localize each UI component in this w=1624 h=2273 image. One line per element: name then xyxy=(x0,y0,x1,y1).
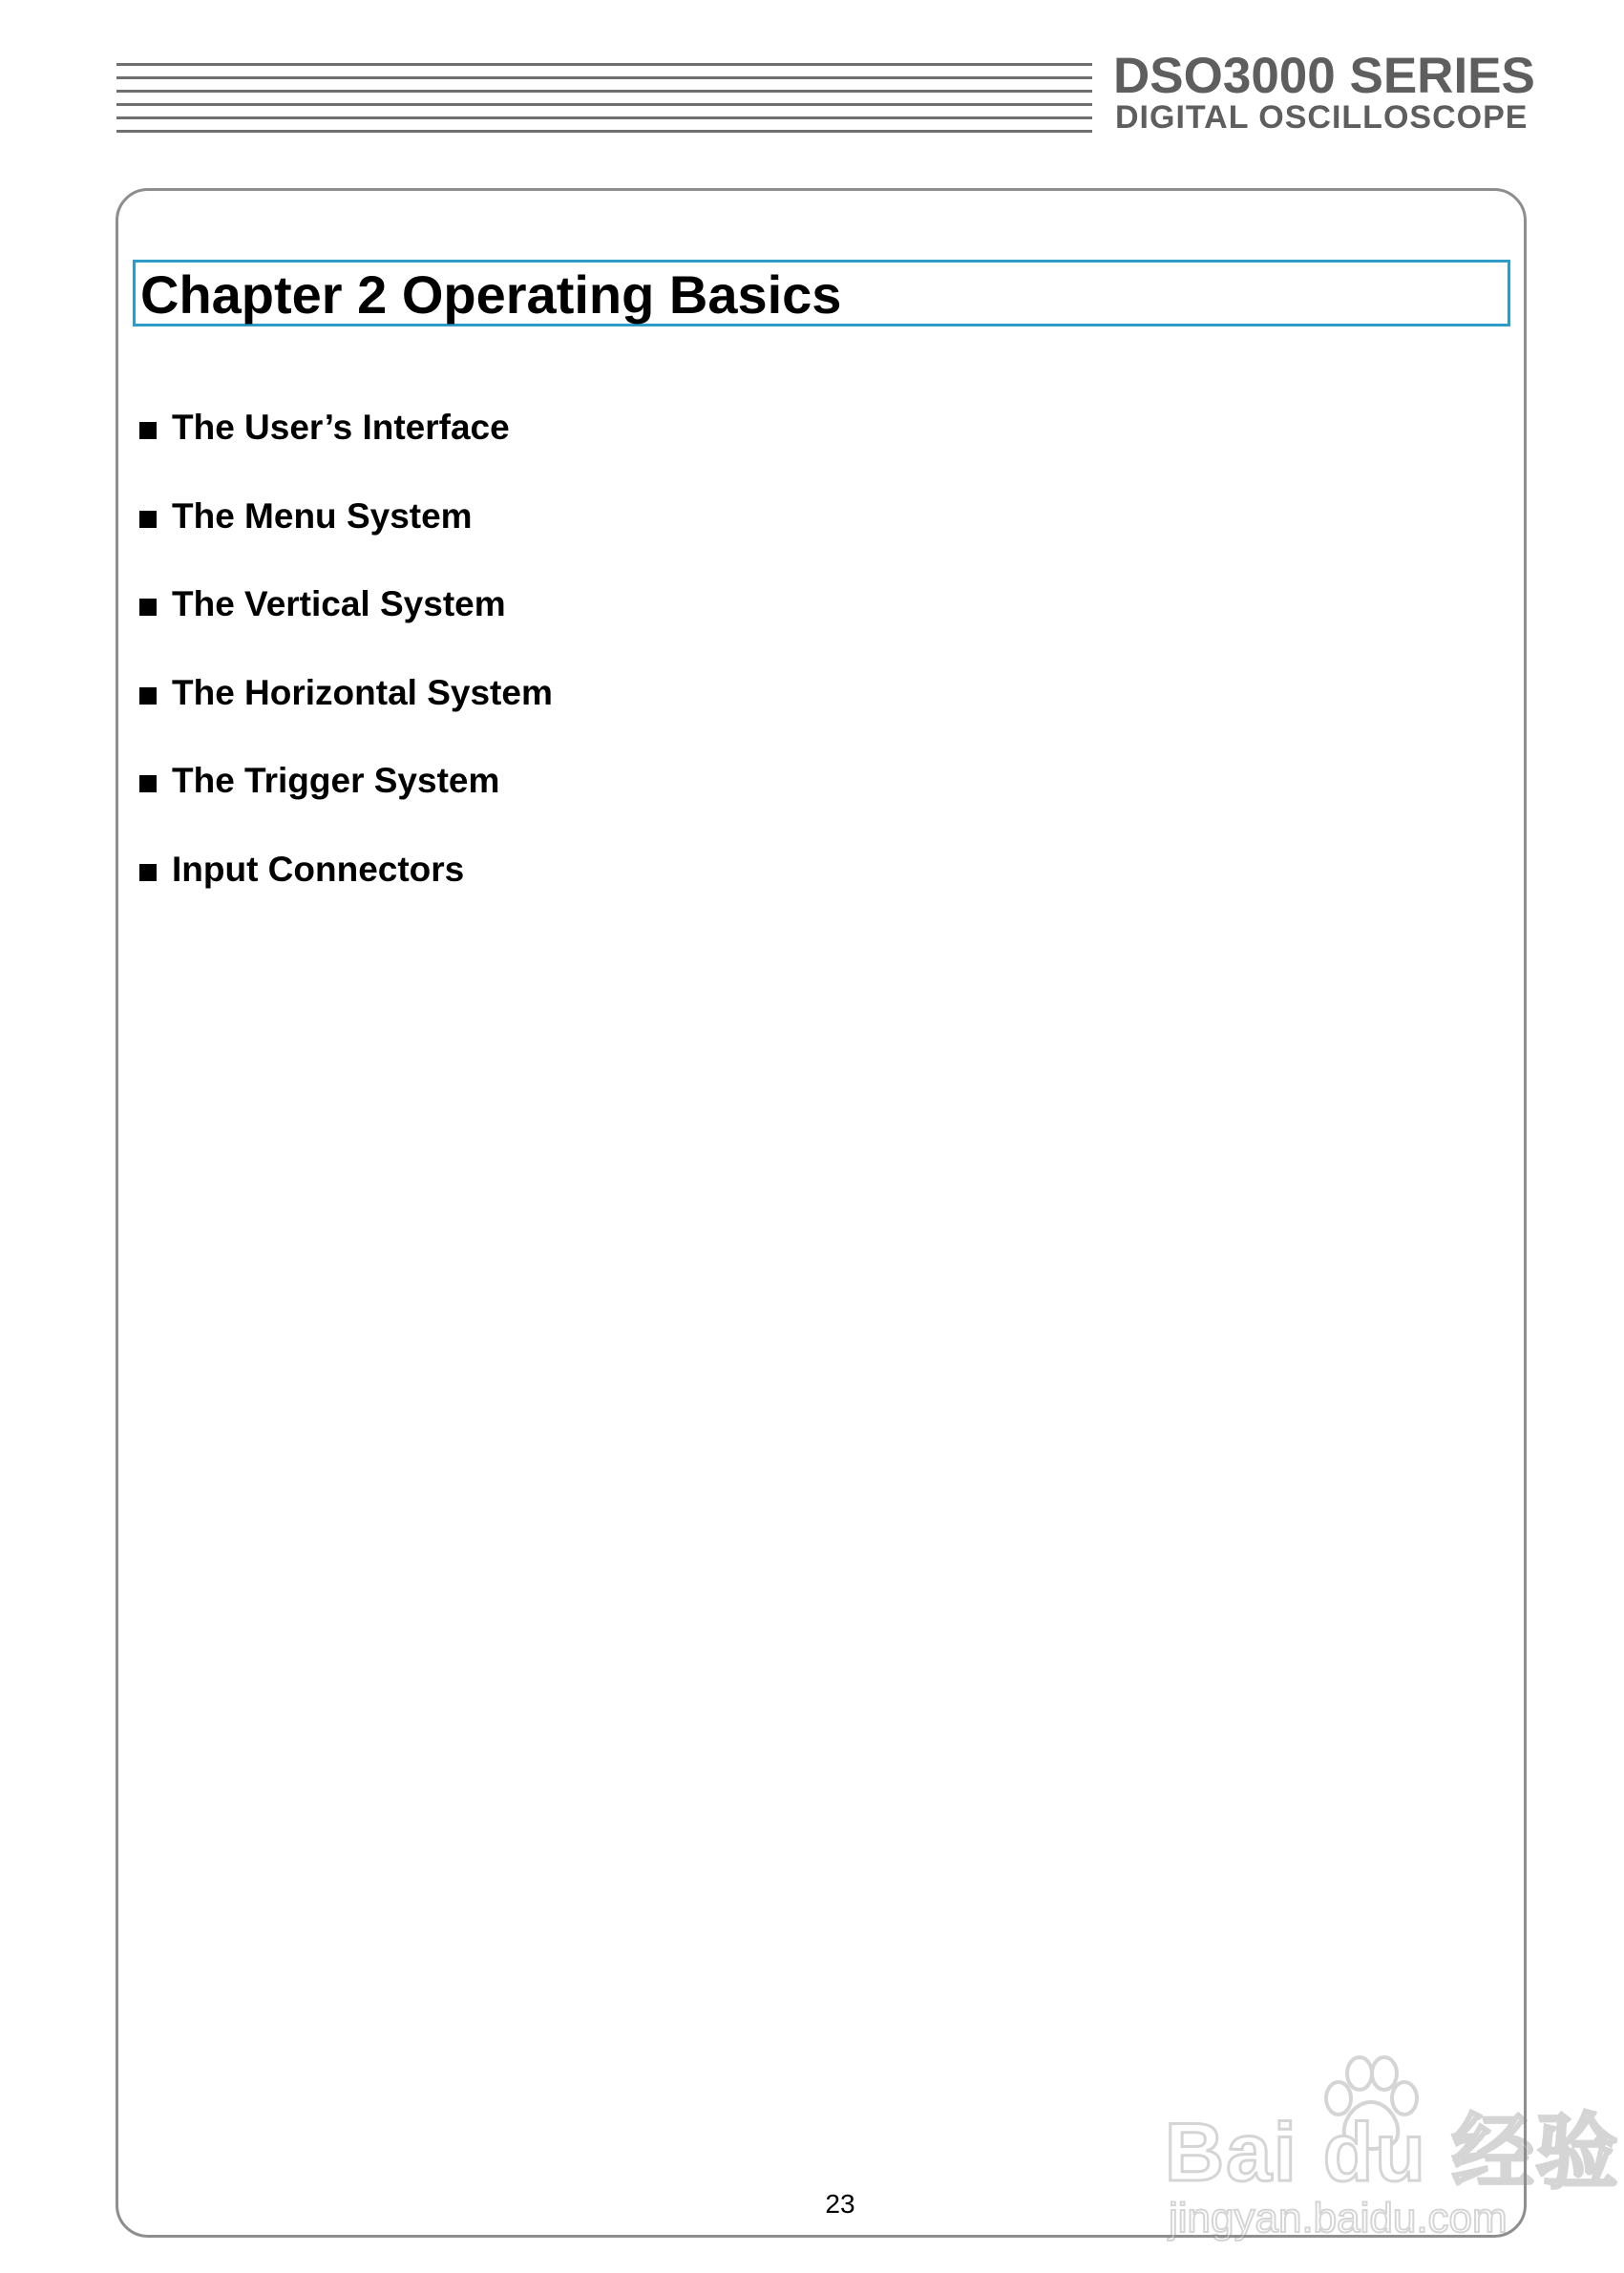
topic-label: The Trigger System xyxy=(172,761,500,801)
header-rules xyxy=(116,63,1092,134)
header-subtitle: DIGITAL OSCILLOSCOPE xyxy=(1115,99,1529,136)
page-number: 23 xyxy=(825,2189,855,2219)
square-bullet-icon xyxy=(139,687,157,705)
header-rule xyxy=(116,116,1092,119)
chapter-title-box xyxy=(133,260,1510,326)
square-bullet-icon xyxy=(139,599,157,616)
square-bullet-icon xyxy=(139,511,157,528)
list-item xyxy=(139,490,553,579)
square-bullet-icon xyxy=(139,775,157,792)
topic-label: The Vertical System xyxy=(172,584,506,624)
topic-label: The Menu System xyxy=(172,495,473,536)
topic-label: The Horizontal System xyxy=(172,672,553,712)
header-rule xyxy=(116,103,1092,106)
header-rule xyxy=(116,63,1092,66)
list-item xyxy=(139,843,553,932)
header-rule xyxy=(116,76,1092,79)
list-item xyxy=(139,578,553,666)
topic-label: The User’s Interface xyxy=(172,408,510,447)
baidu-watermark xyxy=(1165,2052,1620,2243)
square-bullet-icon xyxy=(139,422,157,439)
list-item xyxy=(139,401,553,490)
watermark-brand: Bai du 经验 xyxy=(1165,2107,1620,2199)
header-title: DSO3000 SERIES xyxy=(1113,48,1535,104)
chapter-topic-list xyxy=(139,401,553,932)
list-item xyxy=(139,754,553,843)
watermark-url: jingyan.baidu.com xyxy=(1169,2195,1508,2241)
topic-label: Input Connectors xyxy=(172,849,465,889)
list-item xyxy=(139,666,553,755)
chapter-title: Chapter 2 Operating Basics xyxy=(140,264,842,325)
header-rule xyxy=(116,130,1092,133)
header-rule xyxy=(116,90,1092,93)
square-bullet-icon xyxy=(139,864,157,881)
